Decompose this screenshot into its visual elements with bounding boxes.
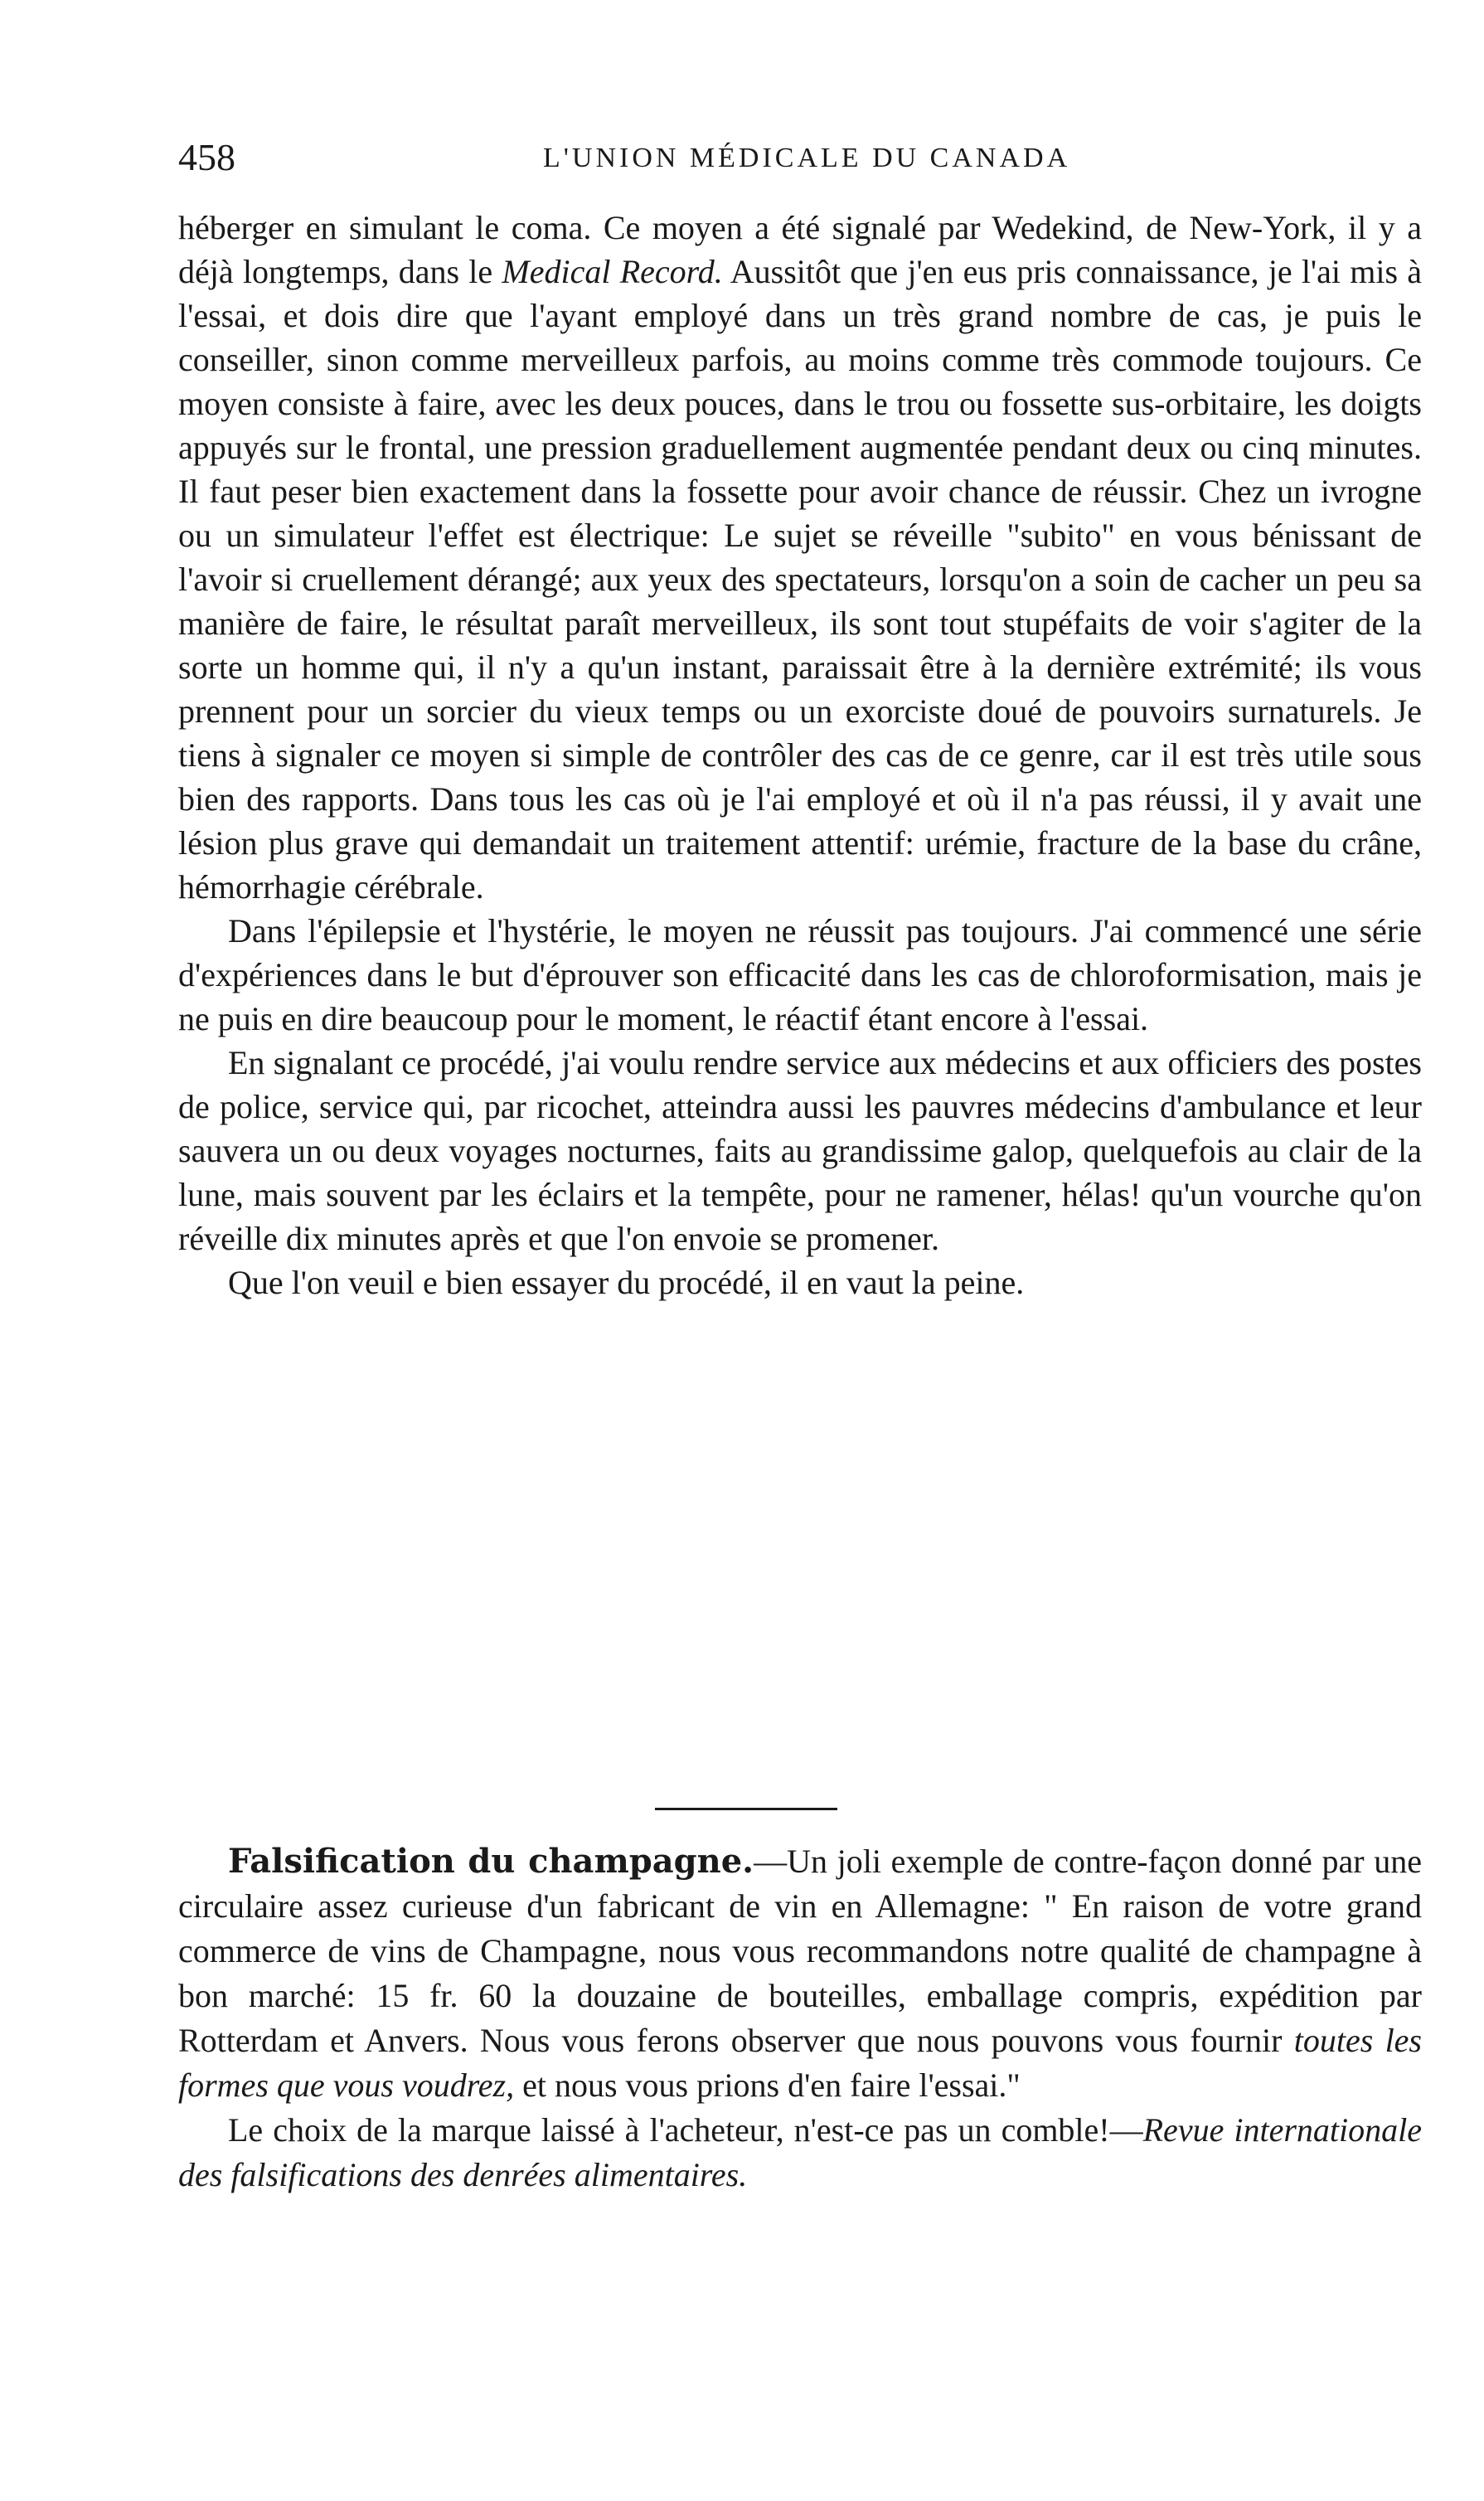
champagne-article — [178, 1839, 1422, 2197]
article-heading: Falsification du champagne. — [228, 1842, 754, 1881]
running-head — [178, 133, 1422, 191]
article-emphasis: toutes les formes que vous voudrez, — [178, 2022, 1423, 2104]
journal-reference: Medical Record. — [502, 253, 723, 290]
journal-title: L'UNION MÉDICALE DU CANADA — [543, 143, 1071, 173]
article-text: et nous vous prions d'en faire l'essai." — [514, 2066, 1021, 2104]
paragraph-text: héberger en simulant le coma. Ce moyen a été signalé par Wedekind, de New-York, il y a déjà longtemps, dans le — [178, 209, 1422, 290]
article-paragraph-1 — [178, 1839, 1422, 2108]
source-citation: Revue internationale des falsifications des denrées alimentaires. — [178, 2111, 1422, 2193]
paragraph-epilepsy: Dans l'épilepsie et l'hystérie, le moyen ne réussit pas toujours. J'ai commencé une série d'expériences dans le but d'éprouver son efficacité dans les cas de chloroformisation, mais je ne puis en dire beaucoup pour le moment, le réactif étant encore à l'essai. — [178, 912, 1422, 1037]
paragraph-text: Aussitôt que j'en eus pris connaissance, je l'ai mis à l'essai, et dois dire que l'ayant employé dans un très grand nombre de cas, je puis le conseiller, sinon comme merveilleux parfois, au moins comme très commode toujours. Ce moyen consiste à faire, avec les deux pouces, dans le trou ou fossette sus-orbitaire, les doigts appuyés sur le frontal, une pression graduellement augmentée pendant deux ou cinq minutes. Il faut peser bien exactement dans la fossette pour avoir chance de réussir. Chez un ivrogne ou un simulateur l'effet est électrique: Le sujet se réveille "subito" en vous bénissant de l'avoir si cruellement dérangé; aux yeux des spectateurs, lorsqu'on a soin de cacher un peu sa manière de faire, le résultat paraît merveilleux, ils sont tout stupéfaits de voir s'agiter de la sorte un homme qui, il n'y a qu'un instant, paraissait être à la dernière extrémité; ils vous prennent pour un sorcier du vieux temps ou un exorciste doué de pouvoirs surnaturels. Je tiens à signaler ce moyen si simple de contrôler des cas de ce genre, car il est très utile sous bien des rapports. Dans tous les cas où je l'ai employé et où il n'a pas réussi, il y avait une lésion plus grave qui demandait un traitement attentif: urémie, fracture de la base du crâne, hémorrhagie cérébrale. — [178, 253, 1423, 906]
article-paragraph-2 — [178, 2108, 1422, 2197]
paragraph-purpose: En signalant ce procédé, j'ai voulu rendre service aux médecins et aux officiers des postes de police, service qui, par ricochet, atteindra aussi les pauvres médecins d'ambulance et leur sauvera un ou deux voyages nocturnes, faits au grandissime galop, quelquefois au clair de la lune, mais souvent par les éclairs et la tempête, pour ne ramener, hélas! qu'un vourche qu'on réveille dix minutes après et que l'on envoie se promener. — [178, 1044, 1422, 1257]
article-text: —Un joli exemple de contre-façon donné par une circulaire assez curieuse d'un fabricant de vin en Allemagne: " En raison de votre grand commerce de vins de Champagne, nous vous recommandons notre qualité de champagne à bon marché: 15 fr. 60 la douzaine de bouteilles, emballage compris, expédition par Rotterdam et Anvers. Nous vous ferons observer que nous pouvons vous fournir — [178, 1843, 1422, 2059]
article-text: Le choix de la marque laissé à l'acheteur, n'est-ce pas un comble!— — [228, 2111, 1143, 2149]
main-text — [178, 206, 1422, 1304]
paragraph-coma — [178, 206, 1422, 909]
section-divider — [655, 1808, 837, 1810]
paragraph-conclusion: Que l'on veuil e bien essayer du procédé, il en vaut la peine. — [228, 1264, 1025, 1301]
page-number: 458 — [178, 136, 235, 178]
